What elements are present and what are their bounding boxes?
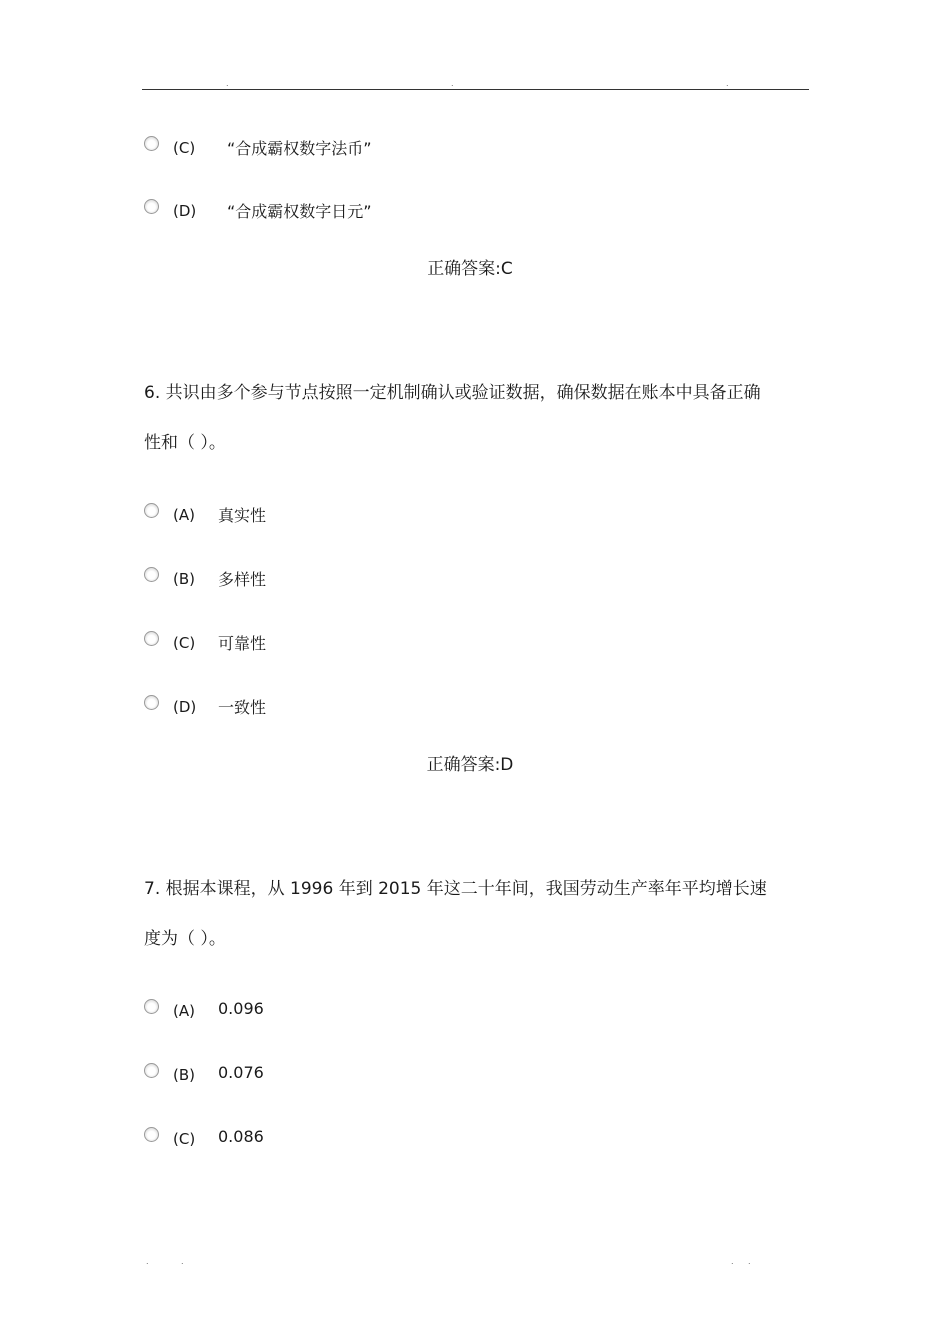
option-text: 0.086 bbox=[218, 1127, 264, 1146]
q6-correct-answer: 正确答案:D bbox=[426, 755, 514, 775]
footer-dot: . bbox=[731, 1257, 734, 1266]
q5-correct-answer: 正确答案:C bbox=[427, 259, 513, 279]
radio-button[interactable] bbox=[144, 567, 159, 582]
option-letter: (C) bbox=[173, 634, 196, 652]
q6-question-line1: 6. 共识由多个参与节点按照一定机制确认或验证数据，确保数据在账本中具备正确 bbox=[144, 383, 761, 403]
header-dot: . bbox=[726, 79, 729, 88]
header-dot: . bbox=[226, 79, 229, 88]
header-dot: . bbox=[451, 79, 454, 88]
radio-button[interactable] bbox=[144, 695, 159, 710]
option-letter: (D) bbox=[173, 698, 197, 716]
q6-question-line2: 性和（ ）。 bbox=[144, 433, 226, 453]
option-letter: (B) bbox=[173, 570, 195, 588]
option-text: “合成霸权数字日元” bbox=[227, 202, 372, 221]
radio-button[interactable] bbox=[144, 999, 159, 1014]
option-letter: (A) bbox=[173, 506, 195, 524]
q7-question-line2: 度为（ ）。 bbox=[144, 929, 226, 949]
footer-dot: . bbox=[748, 1257, 751, 1266]
footer-dot: . bbox=[146, 1257, 149, 1266]
option-letter: (A) bbox=[173, 1002, 195, 1020]
option-text: 可靠性 bbox=[218, 634, 267, 653]
footer-dot: . bbox=[181, 1257, 184, 1266]
header-rule bbox=[142, 89, 809, 90]
option-letter: (B) bbox=[173, 1066, 195, 1084]
option-text: 真实性 bbox=[218, 506, 267, 525]
q7-question-line1: 7. 根据本课程，从 1996 年到 2015 年这二十年间，我国劳动生产率年平均增长速 bbox=[144, 879, 767, 899]
option-text: 多样性 bbox=[218, 570, 267, 589]
radio-button[interactable] bbox=[144, 199, 159, 214]
radio-button[interactable] bbox=[144, 1063, 159, 1078]
option-text: 0.096 bbox=[218, 999, 264, 1018]
option-letter: (C) bbox=[173, 1130, 196, 1148]
option-letter: (C) bbox=[173, 139, 196, 157]
option-text: 一致性 bbox=[218, 698, 267, 717]
radio-button[interactable] bbox=[144, 1127, 159, 1142]
radio-button[interactable] bbox=[144, 503, 159, 518]
option-text: 0.076 bbox=[218, 1063, 264, 1082]
radio-button[interactable] bbox=[144, 136, 159, 151]
option-text: “合成霸权数字法币” bbox=[227, 139, 372, 158]
radio-button[interactable] bbox=[144, 631, 159, 646]
option-letter: (D) bbox=[173, 202, 197, 220]
